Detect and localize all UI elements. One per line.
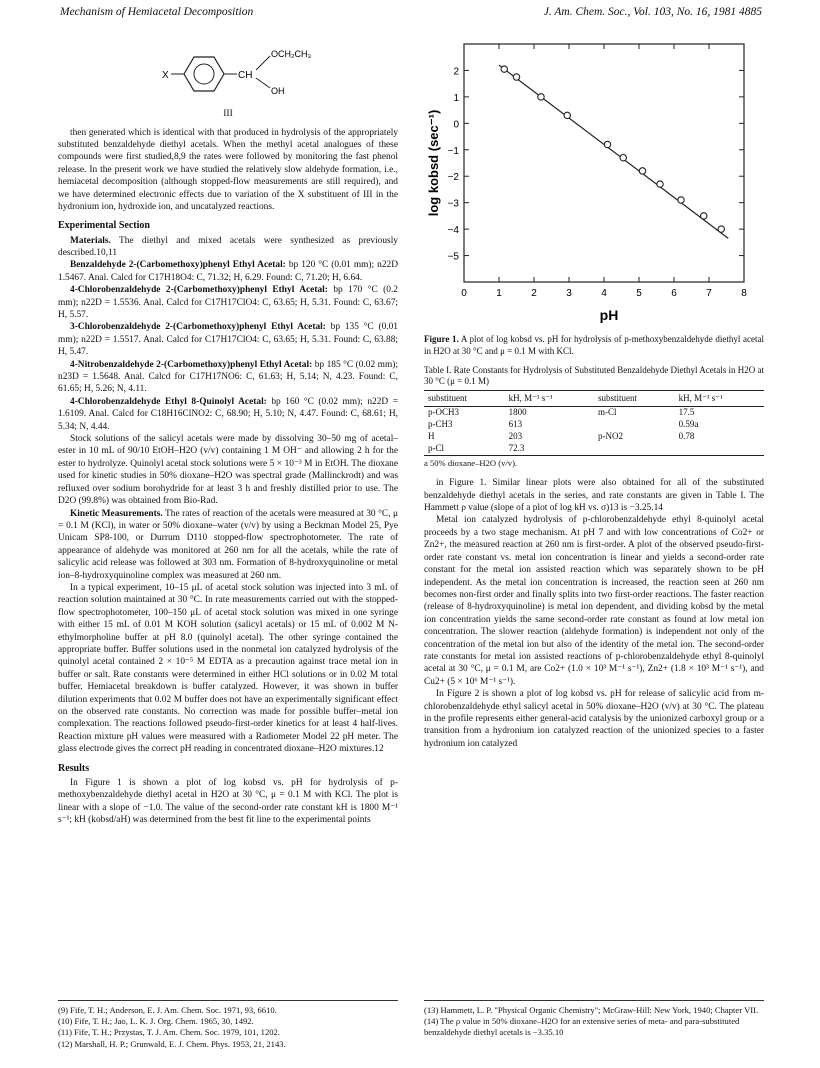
right-paragraph-1: in Figure 1. Similar linear plots were also obtained for all of the substituted benzaldehyde diethyl acetals in the series, and rate constants are given in Table I. The Hammett ρ value (slope of a plot of log kH vs. σ)13 is −3.25.14 (424, 478, 764, 514)
structure-hydroxyl-label: OH (271, 86, 285, 96)
table-header: kH, M⁻¹ s⁻¹ (675, 390, 764, 407)
table-row (424, 443, 764, 455)
figure-1-caption-text: A plot of log kobsd vs. pH for hydrolysis of p-methoxybenzaldehyde diethyl acetal in H2O at 30 °C and μ = 0.1 M with KCl. (424, 334, 764, 356)
structure-ethoxy-label: OCH₂CH₃ (271, 49, 312, 59)
materials-label: Materials. (70, 235, 111, 246)
running-header-journal: J. Am. Chem. Soc., Vol. 103, No. 16, 1981 4885 (543, 6, 762, 18)
plot-frame (464, 44, 744, 282)
compound-entry (58, 359, 398, 396)
table-cell: 1800 (508, 407, 527, 418)
table-cell (675, 443, 764, 455)
table-cell: p-NO2 (597, 431, 623, 442)
data-point (604, 141, 610, 147)
compound-data: bp 170 °C (0.2 mm); n22D = 1.5536. Anal. Calcd for C17H17ClO4: C, 63.65; H, 5.31. Found: C, 63.67; H, 5.57. (58, 285, 398, 320)
compound-entry (58, 396, 398, 433)
compound-entry (58, 321, 398, 358)
compound-data: bp 120 °C (0.01 mm); n22D 1.5467. Anal. Calcd for C17H18O4: C, 71.32; H, 6.29. Found: C, 71.20; H, 6.64. (58, 260, 398, 283)
x-tick-label: 3 (566, 288, 572, 299)
table-cell: 203 (508, 431, 523, 442)
figure-1-caption-label: Figure 1. (424, 334, 459, 344)
y-tick-label: 0 (453, 119, 459, 131)
compound-name: 4-Chlorobenzaldehyde 2-(Carbomethoxy)phenyl Ethyl Acetal: (70, 285, 328, 296)
benzene-ring (184, 57, 224, 91)
x-tick-label: 4 (601, 288, 607, 299)
right-paragraph-2: Metal ion catalyzed hydrolysis of p-chlorobenzaldehyde ethyl 8-quinolyl acetal proceeds by a two stage mechanism. At pH 7 and with low concentrations of Co2+ or Zn2+, the measured reaction at 260 nm is first-order. A plot of the observed pseudo-first-order rate constant vs. metal ion concentration is linear and yields a second-order rate constant for the metal ion assisted reaction which was separately shown to be pH independent. As the metal ion concentration is increased, the reaction seen at 260 nm becomes non-first order and finally splits into two first-order reactions. The faster reaction (release of 8-hydroxyquinoline) is metal ion dependent, and dividing kobsd by the metal ion concentration yields the same second-order rate constant as found at low metal ion concentration. The slower reaction (aldehyde formation) is independent not only of the concentration of the metal ion but also of the identity of the metal ion. The second-order rate constants for metal ion assisted reactions of p-chlorobenzaldehyde ethyl 8-quinolyl acetal at 30 °C, μ = 0.1 M, are Co2+ (1.0 × 10³ M⁻¹ s⁻¹), Zn2+ (1.8 × 10³ M⁻¹ s⁻¹), and Cu2+ (5 × 10⁶ M⁻¹ s⁻¹). (424, 515, 764, 687)
y-tick-label: 2 (453, 66, 459, 78)
x-tick-label: 2 (531, 288, 537, 299)
table-header: substituent (594, 390, 675, 407)
table-row (424, 431, 764, 443)
fit-line (499, 65, 728, 238)
table-cell: p-Cl (424, 443, 505, 455)
kinetic-text: The rates of reaction of the acetals were measured at 30 °C, μ = 0.1 M (KCl), in water or 50% dioxane–water (v/v) by using a Beckman Model 25, Pye Unicam SP8-100, or Durrum D110 stopped-flow spectrophotometer. The rate of appearance of aldehyde was monitored at 260 nm for all the acetals, while the rate of salicylic acid release was followed at 303 nm. Formation of 8-hydroxyquinoline or metal ion–8-hydroxyquinoline complex was measured at 260 nm. (58, 508, 399, 581)
compound-name: 3-Chlorobenzaldehyde 2-(Carbomethoxy)phenyl Ethyl Acetal: (70, 322, 326, 333)
y-axis-label: log kobsd (sec⁻¹) (426, 109, 441, 217)
structure-iii-diagram (78, 32, 378, 104)
right-paragraph-3: In Figure 2 is shown a plot of log kobsd vs. pH for release of salicylic acid from m-chlorobenzaldehyde ethyl salicyl acetal in 50% dioxane–H2O (v/v) at 30 °C. The plateau in the profile represents either general-acid catalysis by the unionized carboxyl group or a transition from a hydronium ion catalyzed reaction of the unionized species to a faster hydronium ion catalyzed (424, 689, 764, 749)
figure-1-chart (424, 32, 764, 332)
x-tick-label: 5 (636, 288, 642, 299)
structure-x-label: X (162, 70, 169, 81)
table-cell (594, 443, 675, 455)
table-cell (594, 419, 675, 431)
y-tick-label: −2 (447, 172, 459, 184)
data-point (538, 94, 544, 100)
table-cell: 17.5 (678, 407, 695, 418)
right-column (424, 32, 764, 750)
results-heading: Results (58, 762, 90, 774)
x-tick-label: 7 (706, 288, 712, 299)
compound-name: Benzaldehyde 2-(Carbomethoxy)phenyl Ethyl Acetal: (70, 260, 286, 271)
compound-entry (58, 284, 398, 321)
y-tick-label: 1 (453, 92, 459, 104)
x-tick-label: 1 (496, 288, 502, 299)
experimental-heading: Experimental Section (58, 220, 150, 232)
footnotes-right (424, 1000, 764, 1039)
materials-text: The diethyl and mixed acetals were synthesized as previously described.10,11 (58, 235, 398, 258)
table-1 (424, 390, 764, 456)
table-cell: 0.59a (678, 419, 699, 430)
table-cell: 72.3 (505, 443, 594, 455)
table-cell: 0.78 (678, 431, 695, 442)
footnote: (12) Marshall, H. P.; Grunwald, E. J. Chem. Phys. 1953, 21, 2143. (58, 1038, 286, 1049)
figure-1-caption (424, 334, 764, 357)
table-cell: H (428, 431, 435, 442)
results-paragraph: In Figure 1 is shown a plot of log kobsd vs. pH for hydrolysis of p-methoxybenzaldehyde diethyl acetal in H2O at 30 °C, μ = 0.1 M with KCl. The plot is linear with a slope of −1.0. The value of the second-order rate constant kH is 1800 M⁻¹ s⁻¹; kH (kobsd/aH) was determined from the best fit line to the experimental points (58, 777, 398, 826)
compound-name: 4-Nitrobenzaldehyde 2-(Carbomethoxy)phenyl Ethyl Acetal: (70, 359, 313, 370)
compound-data: bp 185 °C (0.02 mm); n23D = 1.5648. Anal. Calcd for C17H17NO6: C, 61.63; H, 5.14; N, 4.23. Found: C, 61.65; H, 5.26; N, 4.11. (58, 359, 398, 395)
materials-paragraph (58, 235, 398, 260)
intro-paragraph: then generated which is identical with that produced in hydrolysis of the appropriately substituted benzaldehyde diethyl acetals. When the methyl acetal analogues of these compounds were first studied,8,9 the rates were followed by monitoring the fast phenol release. In the present work we have studied the relatively slow aldehyde formation, i.e., hemiacetal decomposition (although stopped-flow measurements are still required), and we have determined electronic effects due to variation of the X substituent of III in the hydronium ion, hydroxide ion, and uncatalyzed reactions. (58, 127, 398, 212)
y-tick-label: −3 (447, 198, 459, 210)
data-point (701, 213, 707, 219)
y-tick-label: −4 (447, 225, 459, 237)
y-tick-label: −1 (447, 145, 459, 157)
table-row (424, 407, 764, 419)
footnote: (11) Fife, T. H.; Przystas, T. J. Am. Chem. Soc. 1979, 101, 1202. (58, 1027, 280, 1038)
compound-data: bp 135 °C (0.01 mm); n22D = 1.5517. Anal. Calcd for C17H17ClO4: C, 63.65; H, 5.31. Found: C, 63.88; H, 5.47. (58, 322, 398, 358)
data-point (678, 197, 684, 203)
x-tick-label: 8 (741, 288, 747, 299)
data-point (657, 181, 663, 187)
y-tick-label: −5 (447, 251, 459, 263)
structure-label: III (223, 109, 233, 119)
data-point (639, 168, 645, 174)
footnote: (13) Hammett, L. P. "Physical Organic Chemistry"; McGraw-Hill: New York, 1940; Chapter VII. (424, 1005, 759, 1015)
data-point (513, 74, 519, 80)
table-header: kH, M⁻¹ s⁻¹ (505, 390, 594, 407)
data-point (564, 112, 570, 118)
typical-experiment-paragraph: In a typical experiment, 10–15 μL of acetal stock solution was injected into 3 mL of reaction solution maintained at 30 °C. In rate measurements carried out with the stopped-flow spectrophotometer, 100–150 μL of acetal stock solution was mixed in one syringe with either 15 mL of 0.01 M KOH solution (salicyl acetals) or 15 mL of 0.002 M N-ethylmorpholine buffer at pH 8.0 (quinolyl acetal). The other syringe contained the appropriate buffer. Buffer solutions used in the nonmetal ion catalyzed hydrolysis of the quinolyl acetal contained 2 × 10⁻⁵ M EDTA as a precaution against trace metal ion in buffer or salt. Rate constants were determined in either HCl solutions or in 0.02 M total buffer. Hemiacetal breakdown is buffer catalyzed. However, it was shown in buffer dilution experiments that 0.02 M buffer does not have an experimentally significant effect on the observed rate constants. No correction was made for possible buffer–metal ion complexation. The reactions followed pseudo-first-order kinetics for at least 4 half-lives. Reaction mixture pH values were measured with a Radiometer Model 22 pH meter. The glass electrode gives the correct pH reading in concentrated dioxane–H2O mixtures.12 (58, 582, 398, 755)
left-column (58, 32, 398, 826)
table-cell: p-CH3 (428, 419, 453, 430)
table-cell: 613 (508, 419, 523, 430)
kinetic-paragraph (58, 508, 398, 582)
footnote: (14) The ρ value in 50% dioxane–H2O for an extensive series of meta- and para-substituted benzaldehyde diethyl acetals is −3.35.10 (424, 1016, 740, 1038)
data-point (620, 155, 626, 161)
footnotes-left (58, 1000, 398, 1050)
structure-ch-label: CH (238, 70, 253, 81)
footnote: (10) Fife, T. H.; Jao, L. K. J. Org. Chem. 1965, 30, 1492. (58, 1016, 254, 1027)
table-1-footnote: a 50% dioxane–H2O (v/v). (424, 457, 518, 468)
table-header: substituent (424, 390, 505, 407)
x-axis-label: pH (599, 307, 619, 323)
kinetic-label: Kinetic Measurements. (70, 508, 163, 519)
footnote: (9) Fife, T. H.; Anderson, E. J. Am. Chem. Soc. 1971, 93, 6610. (58, 1005, 277, 1015)
stock-solutions-paragraph: Stock solutions of the salicyl acetals were made by dissolving 30–50 mg of acetal–ester in 10 mL of 90/10 EtOH–H2O (v/v) containing 1 M OH⁻ and allowing 2 h for the ester to hydrolyze. Quinolyl acetal stock solutions were 5 × 10⁻³ M in EtOH. The dioxane used for kinetic studies in 50% dioxane–H2O was spectral grade (Mallinckrodt) and was refluxed over sodium borohydride for at least 3 h and freshly distilled prior to use. The D2O (99.8%) was obtained from Bio-Rad. (58, 434, 398, 507)
x-tick-label: 0 (461, 288, 467, 299)
compound-data: bp 160 °C (0.02 mm); n22D = 1.6109. Anal. Calcd for C18H16ClNO2: C, 68.90; H, 5.10; N, 4.47. Found: C, 68.61; H, 5.34; N, 4.44. (58, 396, 398, 432)
compound-entry (58, 259, 398, 284)
data-point (501, 66, 507, 72)
table-row (424, 419, 764, 431)
x-tick-label: 6 (671, 288, 677, 299)
running-header-title: Mechanism of Hemiacetal Decomposition (60, 6, 254, 18)
table-cell: p-OCH3 (428, 407, 459, 418)
data-point (718, 226, 724, 232)
table-cell: m-Cl (597, 407, 617, 418)
compound-name: 4-Chlorobenzaldehyde Ethyl 8-Quinolyl Acetal: (70, 396, 267, 407)
table-1-caption: Table I. Rate Constants for Hydrolysis of Substituted Benzaldehyde Diethyl Acetals in H2O at 30 °C (μ = 0.1 M) (424, 365, 764, 387)
